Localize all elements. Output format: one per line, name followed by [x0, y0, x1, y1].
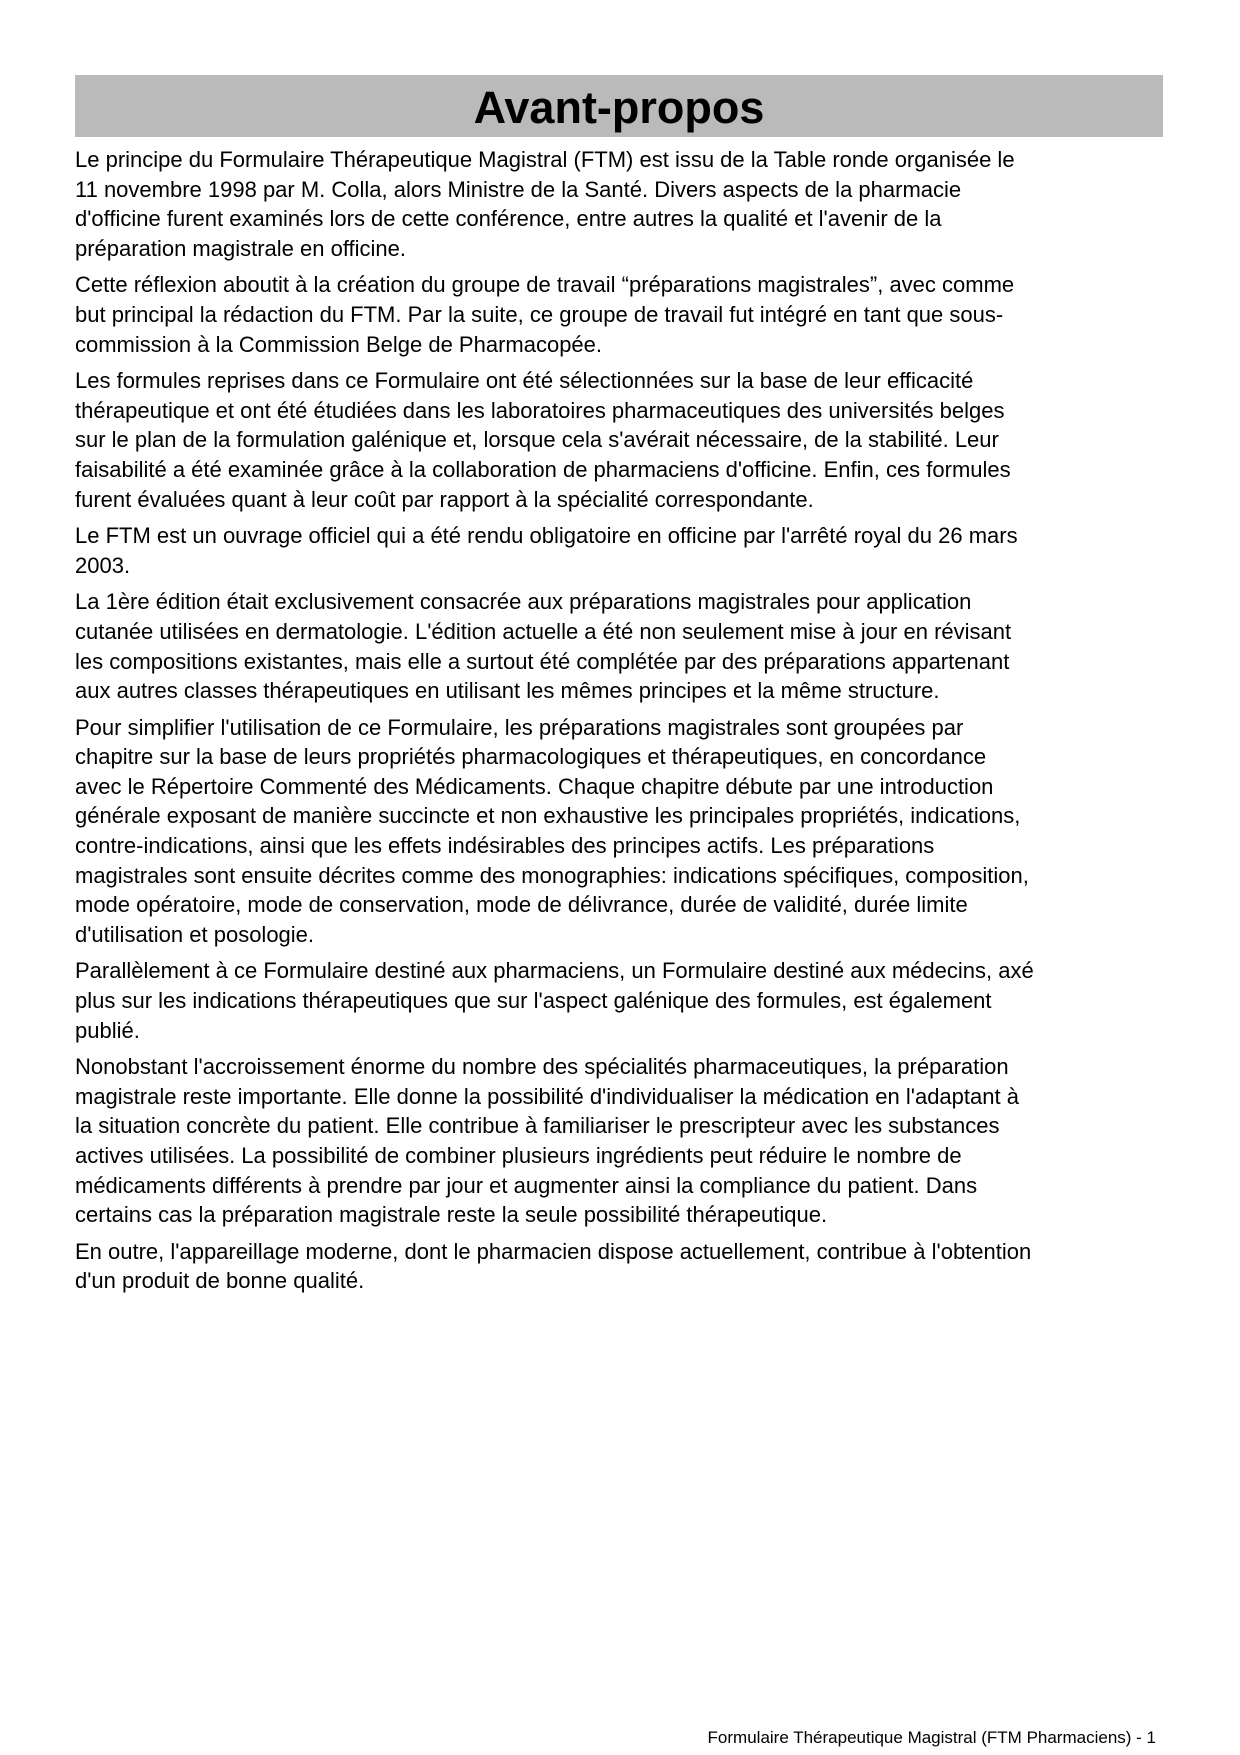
text-line: 11 novembre 1998 par M. Colla, alors Ministre de la Santé. Divers aspects de la pharmacie: [75, 176, 962, 202]
page-title: Avant-propos: [473, 82, 765, 133]
paragraph: [75, 521, 1175, 580]
text-line: En outre, l'appareillage moderne, dont le pharmacien dispose actuellement, contribue à l'obtention: [75, 1238, 1032, 1264]
text-line: générale exposant de manière succincte et non exhaustive les principales propriétés, indications,: [75, 803, 1021, 829]
text-line: Nonobstant l'accroissement énorme du nombre des spécialités pharmaceutiques, la préparation: [75, 1054, 1009, 1080]
text-line: mode opératoire, mode de conservation, mode de délivrance, durée de validité, durée limite: [75, 892, 968, 918]
text-line: Les formules reprises dans ce Formulaire ont été sélectionnées sur la base de leur efficacité: [75, 368, 974, 394]
text-line: actives utilisées. La possibilité de combiner plusieurs ingrédients peut réduire le nombre de: [75, 1143, 962, 1168]
paragraph: [75, 1052, 1175, 1230]
text-line: Parallèlement à ce Formulaire destiné aux pharmaciens, un Formulaire destiné aux médecins, axé: [75, 958, 1034, 984]
paragraph: [75, 366, 1175, 514]
text-line: Le principe du Formulaire Thérapeutique Magistral (FTM) est issu de la Table ronde organisée le: [75, 147, 1015, 172]
text-line: chapitre sur la base de leurs propriétés pharmacologiques et thérapeutiques, en concordance: [75, 744, 987, 770]
text-line: la situation concrète du patient. Elle contribue à familiariser le prescripteur avec les substances: [75, 1113, 1000, 1139]
text-line: Pour simplifier l'utilisation de ce Formulaire, les préparations magistrales sont groupées par: [75, 714, 964, 740]
text-line: commission à la Commission Belge de Pharmacopée.: [75, 331, 603, 357]
text-line: les compositions existantes, mais elle a surtout été complétée par des préparations appartenant: [75, 648, 1010, 674]
text-line: contre-indications, ainsi que les effets indésirables des principes actifs. Les préparations: [75, 833, 935, 859]
page-footer: Formulaire Thérapeutique Magistral (FTM Pharmaciens) - 1: [707, 1728, 1156, 1747]
body-text: [75, 145, 1175, 1303]
text-line: faisabilité a été examinée grâce à la collaboration de pharmaciens d'officine. Enfin, ces formules: [75, 456, 1011, 482]
paragraph: [75, 587, 1175, 705]
text-line: publié.: [75, 1017, 140, 1043]
text-line: furent évaluées quant à leur coût par rapport à la spécialité correspondante.: [75, 486, 814, 512]
text-line: aux autres classes thérapeutiques en utilisant les mêmes principes et la même structure.: [75, 678, 940, 704]
text-line: préparation magistrale en officine.: [75, 235, 407, 261]
text-line: magistrales sont ensuite décrites comme des monographies: indications spécifiques, composition,: [75, 862, 1029, 888]
text-line: sur le plan de la formulation galénique et, lorsque cela s'avérait nécessaire, de la stabilité. Leur: [75, 427, 999, 453]
text-line: La 1ère édition était exclusivement consacrée aux préparations magistrales pour application: [75, 589, 972, 615]
text-line: avec le Répertoire Commenté des Médicaments. Chaque chapitre débute par une introduction: [75, 773, 994, 799]
text-line: certains cas la préparation magistrale reste la seule possibilité thérapeutique.: [75, 1202, 828, 1228]
text-line: d'officine furent examinés lors de cette conférence, entre autres la qualité et l'avenir de la: [75, 206, 942, 232]
paragraph: [75, 145, 1175, 263]
text-line: but principal la rédaction du FTM. Par la suite, ce groupe de travail fut intégré en tant que sous-: [75, 301, 1004, 327]
text-line: thérapeutique et ont été étudiées dans les laboratoires pharmaceutiques des universités belges: [75, 397, 1005, 423]
title-bar: [75, 75, 1163, 137]
text-line: médicaments différents à prendre par jour et augmenter ainsi la compliance du patient. Dans: [75, 1172, 978, 1198]
text-line: d'utilisation et posologie.: [75, 921, 315, 947]
text-line: Le FTM est un ouvrage officiel qui a été rendu obligatoire en officine par l'arrêté royal du 26 mars: [75, 523, 1018, 549]
text-line: magistrale reste importante. Elle donne la possibilité d'individualiser la médication en l'adaptant à: [75, 1083, 1019, 1109]
text-line: plus sur les indications thérapeutiques que sur l'aspect galénique des formules, est également: [75, 988, 992, 1014]
paragraph: [75, 270, 1175, 359]
text-line: 2003.: [75, 552, 131, 578]
text-line: cutanée utilisées en dermatologie. L'édition actuelle a été non seulement mise à jour en révisant: [75, 618, 1012, 644]
paragraph: [75, 1237, 1175, 1296]
text-line: d'un produit de bonne qualité.: [75, 1268, 365, 1294]
paragraph: [75, 956, 1175, 1045]
text-line: Cette réflexion aboutit à la création du groupe de travail “préparations magistrales”, avec comme: [75, 272, 1015, 298]
paragraph: [75, 713, 1175, 950]
